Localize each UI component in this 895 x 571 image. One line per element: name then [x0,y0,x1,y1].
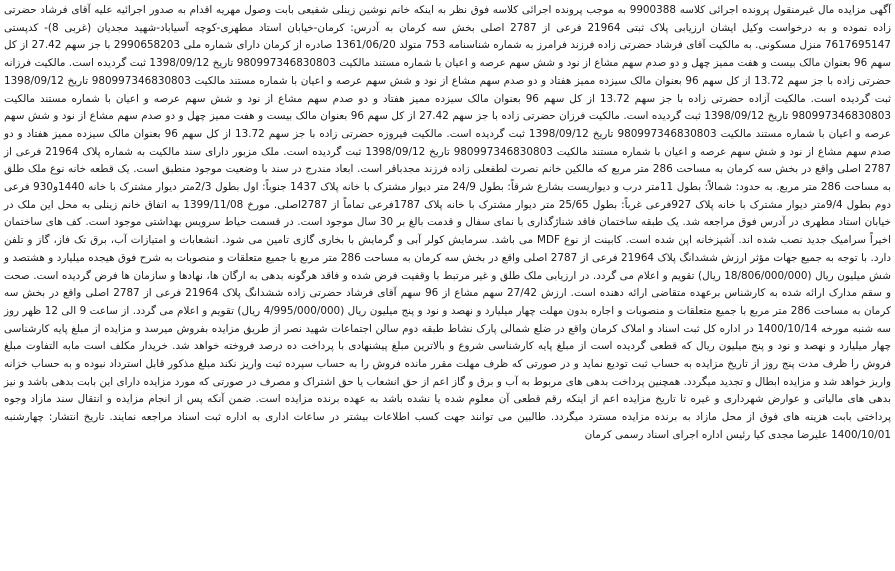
notice-body: آگهی مزایده مال غیرمنقول پرونده اجرائی کلاسه 9900388 به موجب پرونده اجرائی کلاسه فوق نظر به اینکه خانم نوشین زینلی شفیعی بابت وصول مهریه اقدام به صدور اجرائیه علیه آقای فرشاد حضرتی زاده نموده و به درخواست وکیل ایشان ارزیابی پلاک ثبتی 21964 فرعی از 2787 اصلی بخش سه کرمان به آدرس: کرمان-خیابان استاد مطهری-کوچه آسیاباد-شهید مجدیان (غربی 8)- کدپستی 7617695147 منزل مسکونی. به مالکیت آقای فرشاد حضرتی زاده فرزند فرامرز به شماره شناسنامه 753 متولد 1361/06/20 صادره از کرمان دارای شماره ملی 2990658203 با جز سهم 27.42 از کل سهم 96 بعنوان مالک بیست و هفت ممیز چهل و دو صدم سهم مشاع از نود و شش سهم عرصه و اعیان با شماره مستند مالکیت 980997346830803 تاریخ 1398/09/12 ثبت گردیده است. مالکیت فرزانه حضرتی زاده با جز سهم 13.72 از کل سهم 96 بعنوان مالک سیزده ممیز هفتاد و دو صدم سهم مشاع از نود و شش سهم عرصه و اعیان با شماره مستند مالکیت 980997346830803 تاریخ 1398/09/12 ثبت گردیده است. مالکیت آزاده حضرتی زاده با جز سهم 13.72 از کل سهم 96 بعنوان مالک سیزده ممیز هفتاد و دو صدم سهم مشاع از نود و شش سهم عرصه و اعیان با شماره مستند مالکیت 980997346830803 تاریخ 1398/09/12 ثبت گردیده است. مالکیت فرزان حضرتی زاده با جز سهم 27.42 از کل سهم 96 بعنوان مالک بیست و هفت ممیز چهل و دو صدم سهم مشاع از نود و شش سهم عرصه و اعیان با شماره مستند مالکیت 980997346830803 تاریخ 1398/09/12 ثبت گردیده است. مالکیت فیروزه حضرتی زاده با جز سهم 13.72 از کل سهم 96 بعنوان مالک سیزده ممیز هفتاد و دو صدم سهم مشاع از نود و شش سهم عرصه و اعیان با شماره مستند مالکیت 980997346830803 تاریخ 1398/09/12 ثبت گردیده است. ملک مزبور دارای سند مالکیت به شماره پلاک 21964 فرعی از 2787 اصلی واقع در بخش سه کرمان به مساحت 286 متر مربع که مالکین خانم نصرت لطفعلی زاده فرزند مجدباقر است. ابعاد مندرج در سند با وضعیت موجود منطبق است. یک قطعه خانه نوع ملک طلق به مساحت 286 متر مربع. به حدود: شمالاً: بطول 11متر درب و دیواریست بشارع شرقاً: بطول 24/9 متر دیوار مشترک با خانه پلاک 1437 جنوباً: اول بطول 2/3متر دیوار مشترک با خانه 1440و930 فرعی دوم بطول 9/4متر دیوار مشترک با خانه پلاک 927فرعی غرباً: بطول 25/65 متر دیوار مشترک با خانه پلاک 1787فرعی تماماً از 2787اصلی. مورخ 1399/11/08 به اتفاق خانم زینلی به محل این ملک در خیابان استاد مطهری در آدرس فوق مراجعه شد. یک طبقه ساختمان فاقد شناژگذاری با نمای سفال و قدمت بالغ بر 30 سال موجود است. در قسمت حیاط سرویس بهداشتی موجود است. کف های ساختمان اخیراً سرامیک جدید نصب شده اند. آشپزخانه اپن شده است. کابینت از نوع MDF می باشد. سرمایش کولر آبی و گرمایش با بخاری گازی تامین می شود. انشعابات و امتیازات آب، برق تک فاز، گاز و تلفن دارد. با توجه به جمیع جهات مؤثر ارزش ششدانگ پلاک 21964 فرعی از 2787 اصلی واقع در بخش سه کرمان به مساحت 286 متر مربع با جمیع متعلقات و منصوبات به شرح فوق هیجده میلیارد و هشتصد و شش میلیون ریال (18/806/000/000 ریال) تقویم و اعلام می گردد. در ارزیابی ملک طلق و غیر مرتبط با وقفیت فرض شده و فاقد هرگونه بدهی به ارگان ها، نهادها و سازمان ها فرض گردیده است. صحت و سقم مدارک ارائه شده به کارشناس برعهده متقاضی ارائه دهنده است. ارزش 27/42 سهم مشاع از 96 سهم آقای فرشاد حضرتی زاده ششدانگ پلاک 21964 فرعی از 2787 اصلی واقع در بخش سه کرمان به مساحت 286 متر مربع با جمیع متعلقات و منصوبات و اجاره بدون مهلت چهار میلیارد و نهصد و نود و پنج میلیون ریال (4/995/000/000 ریال) تقویم و اعلام می گردد. از ساعت 9 الی 12 ظهر روز سه شنبه مورخه 1400/10/14 در اداره کل ثبت اسناد و املاک کرمان واقع در ضلع شمالی پارک نشاط طبقه دوم سالن اجتماعات شهید نصر از طریق مزایده بفروش میرسد و مزایده از مبلغ پایه کارشناسی چهار میلیارد و نهصد و نود و پنج میلیون ریال که قطعی گردیده است از مبلغ پایه کارشناسی شروع و بالاترین مبلغ پیشنهادی با پرداخت ده درصد فروخته خواهد شد. خریدار مکلف است مابه التفاوت مبلغ فروش را ظرف مدت پنج روز از تاریخ مزایده به حساب ثبت تودیع نماید و در صورتی که ظرف مهلت مقرر مانده فروش را به حساب سپرده ثبت واریز نکند مبلغ مذکور قابل استرداد نبوده و به حساب خزانه واریز خواهد شد و مزایده ابطال و تجدید میگردد. همچنین پرداخت بدهی های مربوط به آب و برق و گاز اعم از حق انشعاب یا حق اشتراک و مصرف در صورتی که مورد مزایده دارای این بابت بدهی باشد و نیز بدهی های مالیاتی و عوارض شهرداری و غیره تا تاریخ مزایده اعم از اینکه رقم قطعی آن معلوم شده یا نشده باشد به عهده برنده مزایده است. ضمن آنکه پس از انجام مزایده و انتقال سند مازاد وجوه پرداختی بابت هزینه های فوق از محل مازاد به برنده مزایده مسترد میگردد. طالبین می توانند جهت کسب اطلاعات بیشتر در ساعات اداری به اداره ثبت اسناد مراجعه نمایند. تاریخ انتشار: چهارشنبه 1400/10/01 علیرضا مجدی کیا رئیس اداره اجرای اسناد رسمی کرمان [4,4,892,441]
